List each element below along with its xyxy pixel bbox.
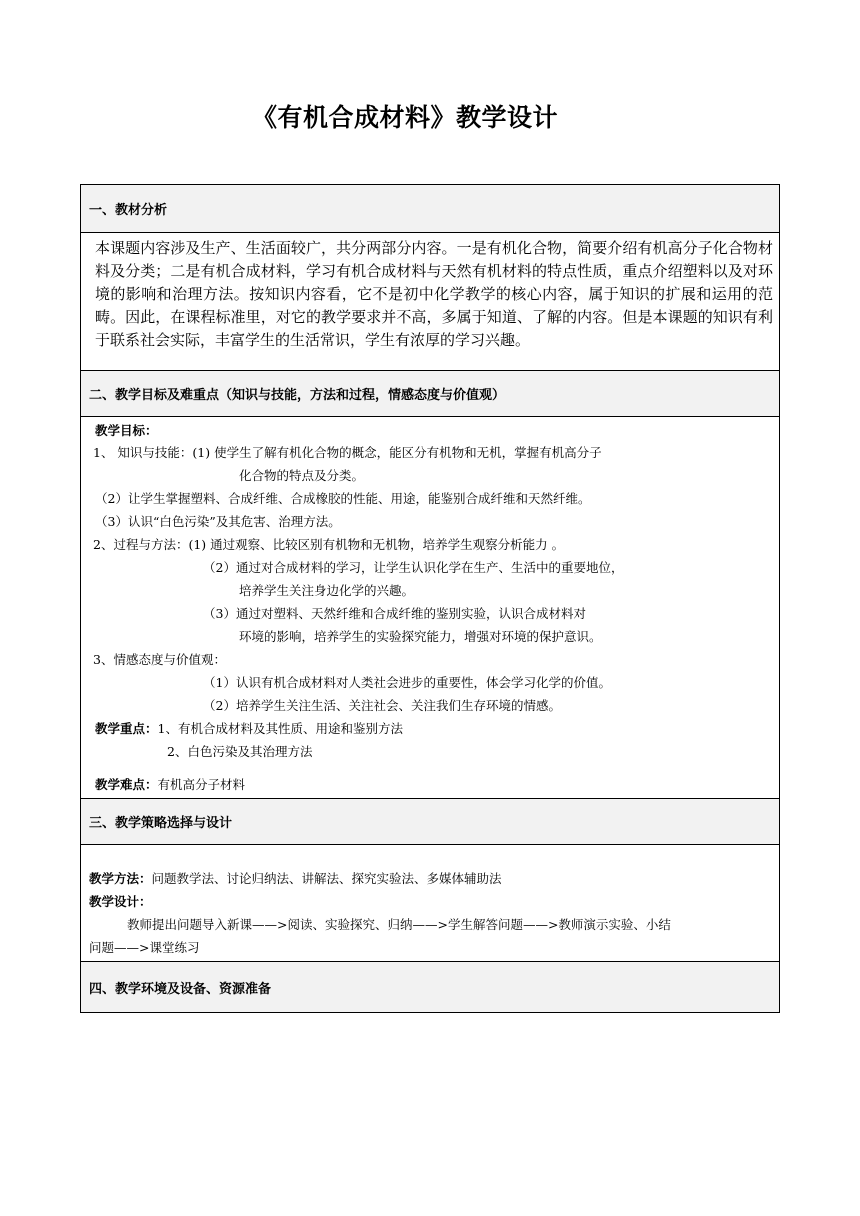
objective-line: 环境的影响，培养学生的实验探究能力，增强对环境的保护意识。 xyxy=(239,629,602,644)
objective-line: （2）让学生掌握塑料、合成纤维、合成橡胶的性能、用途，能鉴别合成纤维和天然纤维。 xyxy=(95,491,591,506)
objective-line: 培养学生关注身边化学的兴趣。 xyxy=(239,583,415,598)
lesson-plan-table xyxy=(80,184,780,1013)
objective-line: 1、 知识与技能：(1) 使学生了解有机化合物的概念，能区分有机物和无机，掌握有机高分子 xyxy=(93,445,602,460)
section-heading-materials-analysis: 一、教材分析 xyxy=(81,185,779,233)
objective-line: （3）通过对塑料、天然纤维和合成纤维的鉴别实验，认识合成材料对 xyxy=(203,606,586,621)
focus-row xyxy=(95,719,403,737)
focus-item: 1、有机合成材料及其性质、用途和鉴别方法 xyxy=(157,721,403,736)
objective-line: （3）认识“白色污染”及其危害、治理方法。 xyxy=(95,514,341,529)
method-label: 教学方法： xyxy=(89,871,152,886)
objective-line: （2）通过对合成材料的学习，让学生认识化学在生产、生活中的重要地位， xyxy=(203,560,624,575)
section-body-objectives xyxy=(81,417,779,799)
focus-item: 2、白色污染及其治理方法 xyxy=(167,744,313,759)
design-label: 教学设计： xyxy=(89,894,152,909)
objective-line: （1）认识有机合成材料对人类社会进步的重要性，体会学习化学的价值。 xyxy=(203,675,611,690)
objective-line: 化合物的特点及分类。 xyxy=(239,468,365,483)
design-line: 教师提出问题导入新课——>阅读、实验探究、归纳——>学生解答问题——>教师演示实验、小结 xyxy=(127,917,671,932)
focus-label: 教学重点： xyxy=(95,721,158,736)
objectives-label: 教学目标： xyxy=(95,423,158,438)
objective-line: （2）培养学生关注生活、关注社会、关注我们生存环境的情感。 xyxy=(203,698,561,713)
method-row xyxy=(89,869,502,887)
section-body-materials-analysis xyxy=(81,233,779,371)
difficulty-label: 教学难点： xyxy=(95,777,158,792)
difficulty-value: 有机高分子材料 xyxy=(157,777,246,792)
section-heading-environment: 四、教学环境及设备、资源准备 xyxy=(81,962,779,1012)
section-heading-objectives: 二、教学目标及难重点（知识与技能，方法和过程，情感态度与价值观） xyxy=(81,371,779,417)
objective-line: 2、过程与方法：(1) 通过观察、比较区别有机物和无机物，培养学生观察分析能力 。 xyxy=(93,537,565,552)
section-heading-strategy: 三、教学策略选择与设计 xyxy=(81,799,779,845)
page-title: 《有机合成材料》教学设计 xyxy=(251,103,558,132)
section-body-strategy xyxy=(81,845,779,962)
design-line: 问题——>课堂练习 xyxy=(89,940,200,955)
materials-analysis-paragraph: 本课题内容涉及生产、生活面较广，共分两部分内容。一是有机化合物，简要介绍有机高分子化合物材料及分类；二是有机合成材料，学习有机合成材料与天然有机材料的特点性质，重点介绍塑料以及对环境的影响和治理方法。按知识内容看，它不是初中化学教学的核心内容，属于知识的扩展和运用的范畴。因此，在课程标准里，对它的教学要求并不高，多属于知道、了解的内容。但是本课题的知识有利于联系社会实际，丰富学生的生活常识，学生有浓厚的学习兴趣。 xyxy=(95,239,773,349)
method-value: 问题教学法、讨论归纳法、讲解法、探究实验法、多媒体辅助法 xyxy=(151,871,502,886)
objective-line: 3、情感态度与价值观： xyxy=(93,652,226,667)
difficulty-row xyxy=(95,775,245,793)
